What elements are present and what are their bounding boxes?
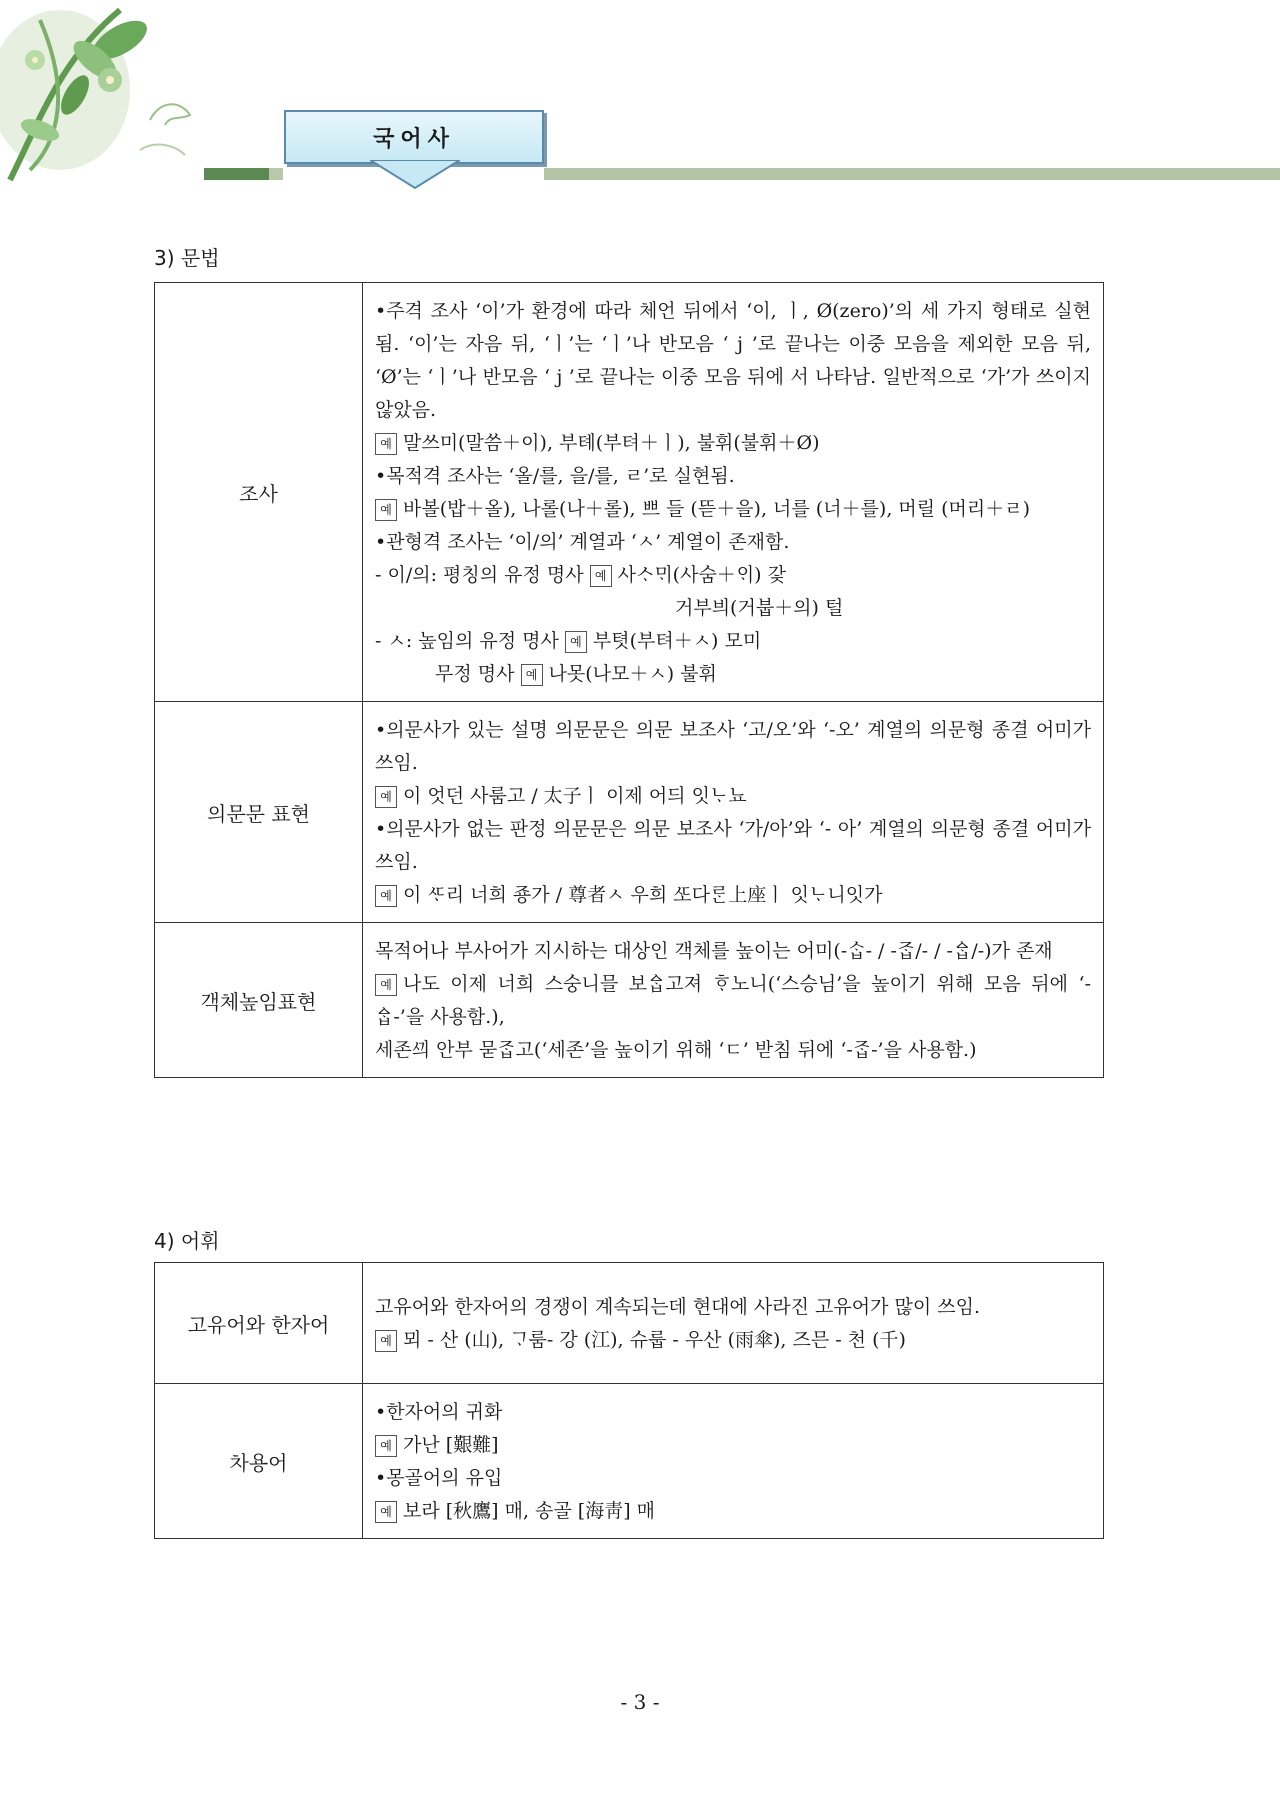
content-line: 예 이 ᄯᆞ리 너희 죵가 / 尊者ㅅ 우희 ᄯᅩ다ᄅᆞᆫ上座ㅣ 잇ᄂᆞ니잇가 <box>375 879 1091 912</box>
content-line: 무정 명사 예 나못(나모＋ㅅ) 불휘 <box>435 663 717 685</box>
table-row <box>155 1263 1104 1384</box>
header-title-box <box>284 110 544 164</box>
row-label: 의문문 표현 <box>155 702 363 923</box>
content-line: •한자어의 귀화 <box>375 1401 503 1423</box>
content-line: •의문사가 있는 설명 의문문은 의문 보조사 ‘고/오’와 ‘-오’ 계열의 의문형 종결 어미가 쓰임. <box>375 719 1091 774</box>
content-line: 예 바볼(밥＋올), 나롤(나＋롤), 쁘 들 (뜯＋을), 너를 (너＋를), 머릴 (머리＋ㄹ) <box>375 493 1091 526</box>
example-mark-icon: 예 <box>375 786 397 808</box>
vocabulary-table <box>154 1262 1104 1539</box>
header-bar-green <box>204 168 269 180</box>
content-line: - 이/의: 평칭의 유정 명사 예 사ᄉᆞᄆᆡ(사숨＋ᄋᆡ) 갗 <box>375 564 786 586</box>
content-line: •몽골어의 유입 <box>375 1467 503 1489</box>
example-mark-icon: 예 <box>590 565 612 587</box>
content-line: 세존ᄭᅴ 안부 묻ᄌᆞᆸ고(‘세존’을 높이기 위해 ‘ㄷ’ 받침 뒤에 ‘-ᄌᆞᆸ-’을 사용함.) <box>375 1039 977 1061</box>
example-mark-icon: 예 <box>565 631 587 653</box>
content-line: 예 보라 [秋鷹] 매, 송골 [海靑] 매 <box>375 1495 1091 1528</box>
content-line: 예 뫼 - 산 (山), ᄀᆞ룸- 강 (江), 슈룹 - 우산 (雨傘), 즈믄 - 천 (千) <box>375 1324 1091 1357</box>
table-row <box>155 923 1104 1078</box>
row-content <box>363 1384 1104 1539</box>
table-row <box>155 283 1104 702</box>
content-line: •관형격 조사는 ‘이/의’ 계열과 ‘ㅅ’ 계열이 존재함. <box>375 531 790 553</box>
example-mark-icon: 예 <box>375 974 397 996</box>
row-label: 객체높임표현 <box>155 923 363 1078</box>
row-label: 조사 <box>155 283 363 702</box>
section-title-vocabulary: 4) 어휘 <box>154 1229 220 1253</box>
page-number: - 3 - <box>620 1690 660 1714</box>
title-arrow-icon <box>370 160 460 190</box>
example-mark-icon: 예 <box>375 1330 397 1352</box>
grammar-table <box>154 282 1104 1078</box>
content-line: •의문사가 없는 판정 의문문은 의문 보조사 ‘가/아’와 ‘- 아’ 계열의 의문형 종결 어미가 쓰임. <box>375 818 1091 873</box>
content-line: 고유어와 한자어의 경쟁이 계속되는데 현대에 사라진 고유어가 많이 쓰임. <box>375 1296 980 1318</box>
row-content <box>363 923 1104 1078</box>
header-bar-sage <box>269 168 283 180</box>
example-mark-icon: 예 <box>375 1501 397 1523</box>
example-mark-icon: 예 <box>375 433 397 455</box>
example-mark-icon: 예 <box>375 1435 397 1457</box>
content-line: - ㅅ: 높임의 유정 명사 예 부텻(부텨＋ㅅ) 모미 <box>375 630 762 652</box>
table-row <box>155 702 1104 923</box>
example-mark-icon: 예 <box>521 664 543 686</box>
header-title: 국어사 <box>373 126 455 152</box>
section-title-grammar: 3) 문법 <box>154 246 220 270</box>
header-bar-right <box>544 168 1280 180</box>
content-line: 예 이 엇던 사룸고 / 太子ㅣ 이제 어듸 잇ᄂᆞ뇨 <box>375 780 1091 813</box>
row-label: 차용어 <box>155 1384 363 1539</box>
row-content <box>363 283 1104 702</box>
example-mark-icon: 예 <box>375 885 397 907</box>
content-line: 목적어나 부사어가 지시하는 대상인 객체를 높이는 어미(-ᄉᆞᆸ- / -ᄌᆞᆸ/- / -ᅀᆞᆸ/-)가 존재 <box>375 940 1053 962</box>
row-label: 고유어와 한자어 <box>155 1263 363 1384</box>
content-line: •목적격 조사는 ‘올/를, 을/를, ㄹ’로 실현됨. <box>375 465 735 487</box>
content-line: 예 말쓰미(말씀＋이), 부톄(부텨＋ㅣ), 불휘(불휘＋Ø) <box>375 427 1091 460</box>
example-mark-icon: 예 <box>375 499 397 521</box>
content-line: 예 나도 이제 너희 스숭니믈 보ᅀᆞᆸ고져 ᄒᆞ노니(‘스승님’을 높이기 위해 모음 뒤에 ‘- ᅀᆞᆸ-’을 사용함.), <box>375 973 1091 1028</box>
row-content <box>363 1263 1104 1384</box>
flower-decoration-icon <box>0 0 230 185</box>
content-line: 거부븨(거붑＋의) 털 <box>675 597 844 619</box>
content-line: •주격 조사 ‘이’가 환경에 따라 체언 뒤에서 ‘이, ㅣ, Ø(zero)’의 세 가지 형태로 실현됨. ‘이’는 자음 뒤, ‘ㅣ’는 ‘ㅣ’나 반모음 ‘ j ’로 끝나는 이중 모음을 제외한 모음 뒤, ‘Ø’는 ‘ㅣ’나 반모음 ‘ j ’로 끝나는 이중 모음 뒤에 서 나타남. 일반적으로 ‘가’가 쓰이지 않았음. <box>375 300 1091 421</box>
content-line: 예 가난 [艱難] <box>375 1429 1091 1462</box>
table-row <box>155 1384 1104 1539</box>
row-content <box>363 702 1104 923</box>
